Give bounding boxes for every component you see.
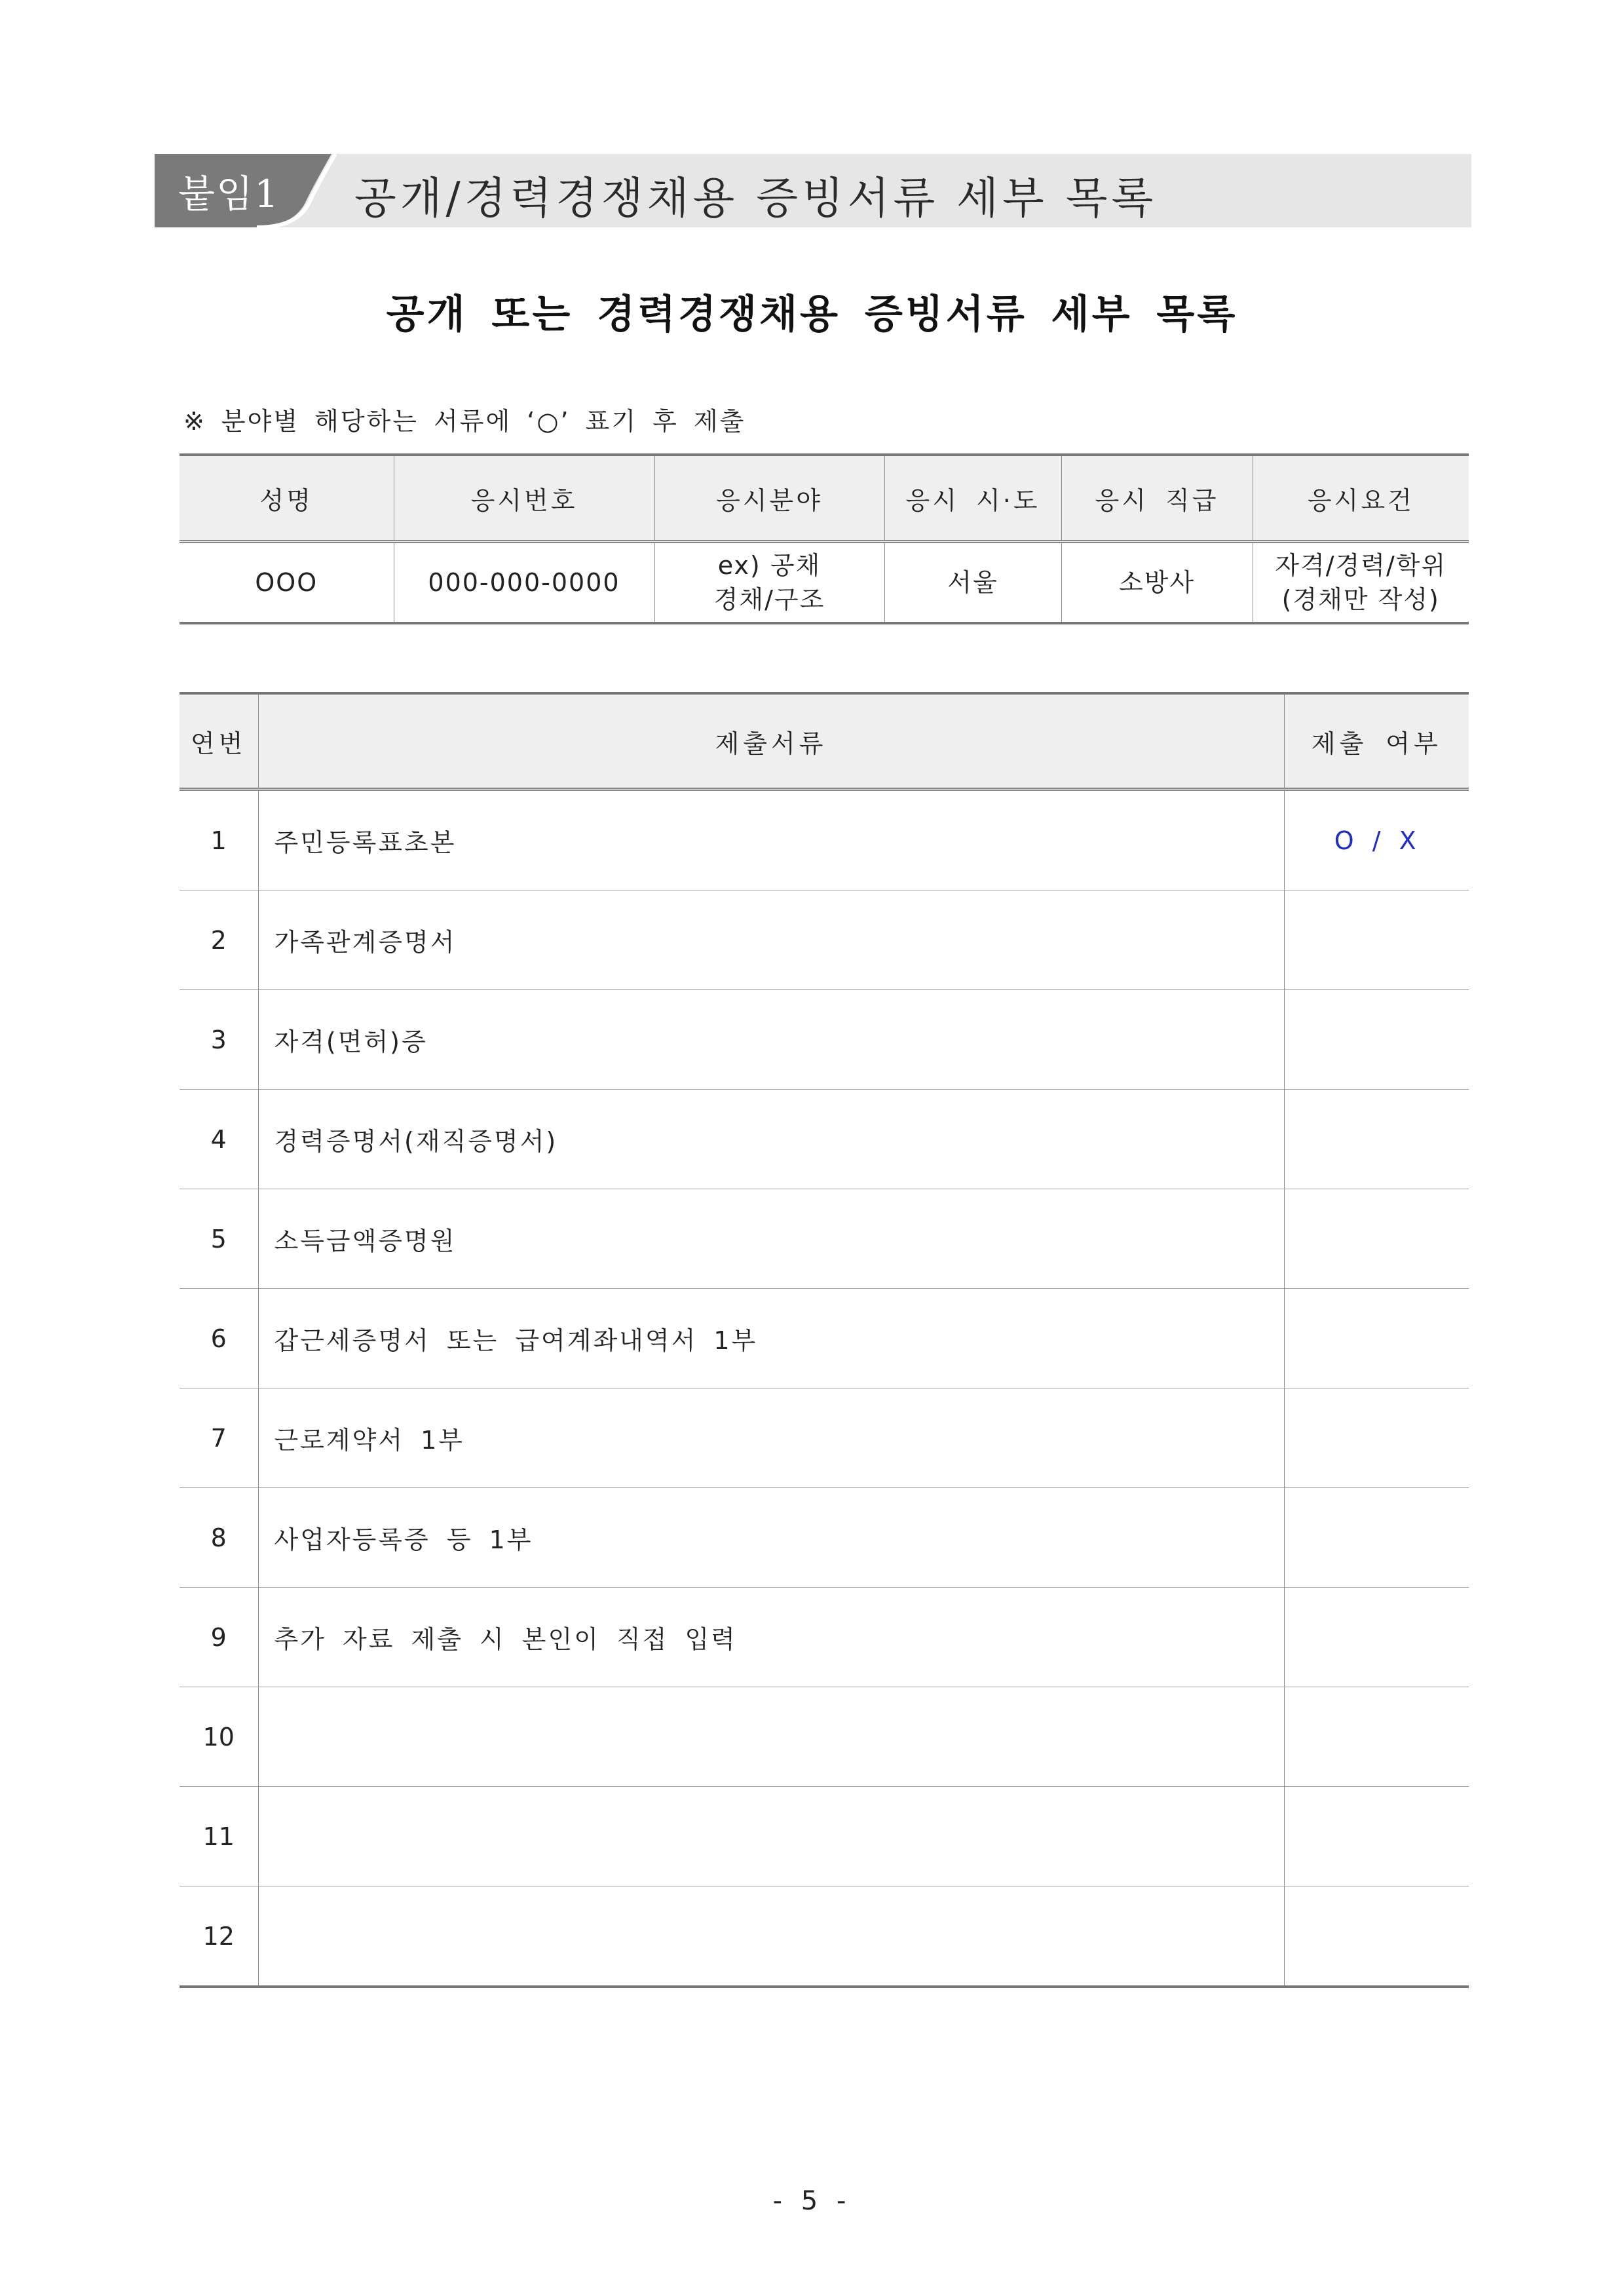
document-name[interactable]: 주민등록표초본	[258, 790, 1284, 890]
applicant-info-table	[179, 453, 1469, 624]
document-name[interactable]: 근로계약서 1부	[258, 1388, 1284, 1488]
document-name[interactable]: 자격(면허)증	[258, 990, 1284, 1090]
document-name[interactable]: 소득금액증명원	[258, 1189, 1284, 1289]
table-row	[179, 1886, 1469, 1987]
table-row	[179, 1488, 1469, 1588]
attachment-label: 붙임1	[178, 172, 280, 216]
submit-status[interactable]	[1284, 1289, 1469, 1388]
table-row	[179, 1289, 1469, 1388]
value-name[interactable]: OOO	[179, 542, 394, 624]
header-name: 성명	[179, 455, 394, 542]
value-region[interactable]: 서울	[884, 542, 1061, 624]
table-row	[179, 1687, 1469, 1787]
header-rank: 응시 직급	[1061, 455, 1253, 542]
submit-status[interactable]	[1284, 1488, 1469, 1588]
value-rank[interactable]: 소방사	[1061, 542, 1253, 624]
header-region: 응시 시·도	[884, 455, 1061, 542]
header-serial: 연번	[179, 693, 258, 790]
table-row	[179, 790, 1469, 890]
documents-header-row	[179, 693, 1469, 790]
document-name[interactable]: 추가 자료 제출 시 본인이 직접 입력	[258, 1588, 1284, 1687]
document-name[interactable]: 경력증명서(재직증명서)	[258, 1090, 1284, 1189]
document-name[interactable]: 가족관계증명서	[258, 890, 1284, 990]
submit-status[interactable]	[1284, 1687, 1469, 1787]
instruction-note: ※ 분야별 해당하는 서류에 ‘○’ 표기 후 제출	[183, 407, 746, 436]
row-number: 8	[179, 1488, 258, 1588]
document-title: 공개 또는 경력경쟁채용 증빙서류 세부 목록	[386, 292, 1238, 337]
submit-status[interactable]	[1284, 1388, 1469, 1488]
row-number: 7	[179, 1388, 258, 1488]
applicant-header-row	[179, 455, 1469, 542]
value-field[interactable]: ex) 공채 경채/구조	[654, 542, 884, 624]
header-submitted: 제출 여부	[1284, 693, 1469, 790]
section-banner	[155, 154, 1471, 227]
submit-status[interactable]	[1284, 1886, 1469, 1987]
submit-status[interactable]	[1284, 1090, 1469, 1189]
row-number: 2	[179, 890, 258, 990]
row-number: 3	[179, 990, 258, 1090]
row-number: 9	[179, 1588, 258, 1687]
header-field: 응시분야	[654, 455, 884, 542]
table-row	[179, 1787, 1469, 1886]
row-number: 5	[179, 1189, 258, 1289]
document-name[interactable]	[258, 1886, 1284, 1987]
documents-table	[179, 692, 1469, 1988]
table-row	[179, 1588, 1469, 1687]
table-row	[179, 1189, 1469, 1289]
table-row	[179, 990, 1469, 1090]
applicant-value-row	[179, 542, 1469, 624]
value-exam-number[interactable]: 000-000-0000	[394, 542, 654, 624]
table-row	[179, 890, 1469, 990]
document-name[interactable]: 갑근세증명서 또는 급여계좌내역서 1부	[258, 1289, 1284, 1388]
submit-status[interactable]	[1284, 890, 1469, 990]
submit-status[interactable]: O / X	[1284, 790, 1469, 890]
row-number: 12	[179, 1886, 258, 1987]
submit-status[interactable]	[1284, 990, 1469, 1090]
header-exam-number: 응시번호	[394, 455, 654, 542]
document-name[interactable]	[258, 1687, 1284, 1787]
banner-title: 공개/경력경쟁채용 증빙서류 세부 목록	[354, 173, 1158, 223]
table-row	[179, 1090, 1469, 1189]
row-number: 6	[179, 1289, 258, 1388]
submit-status[interactable]	[1284, 1588, 1469, 1687]
row-number: 11	[179, 1787, 258, 1886]
table-row	[179, 1388, 1469, 1488]
value-requirement[interactable]: 자격/경력/학위 (경채만 작성)	[1253, 542, 1469, 624]
row-number: 1	[179, 790, 258, 890]
document-name[interactable]: 사업자등록증 등 1부	[258, 1488, 1284, 1588]
row-number: 4	[179, 1090, 258, 1189]
row-number: 10	[179, 1687, 258, 1787]
submit-status[interactable]	[1284, 1787, 1469, 1886]
header-documents: 제출서류	[258, 693, 1284, 790]
page-number: - 5 -	[772, 2186, 852, 2216]
document-name[interactable]	[258, 1787, 1284, 1886]
header-requirement: 응시요건	[1253, 455, 1469, 542]
submit-status[interactable]	[1284, 1189, 1469, 1289]
